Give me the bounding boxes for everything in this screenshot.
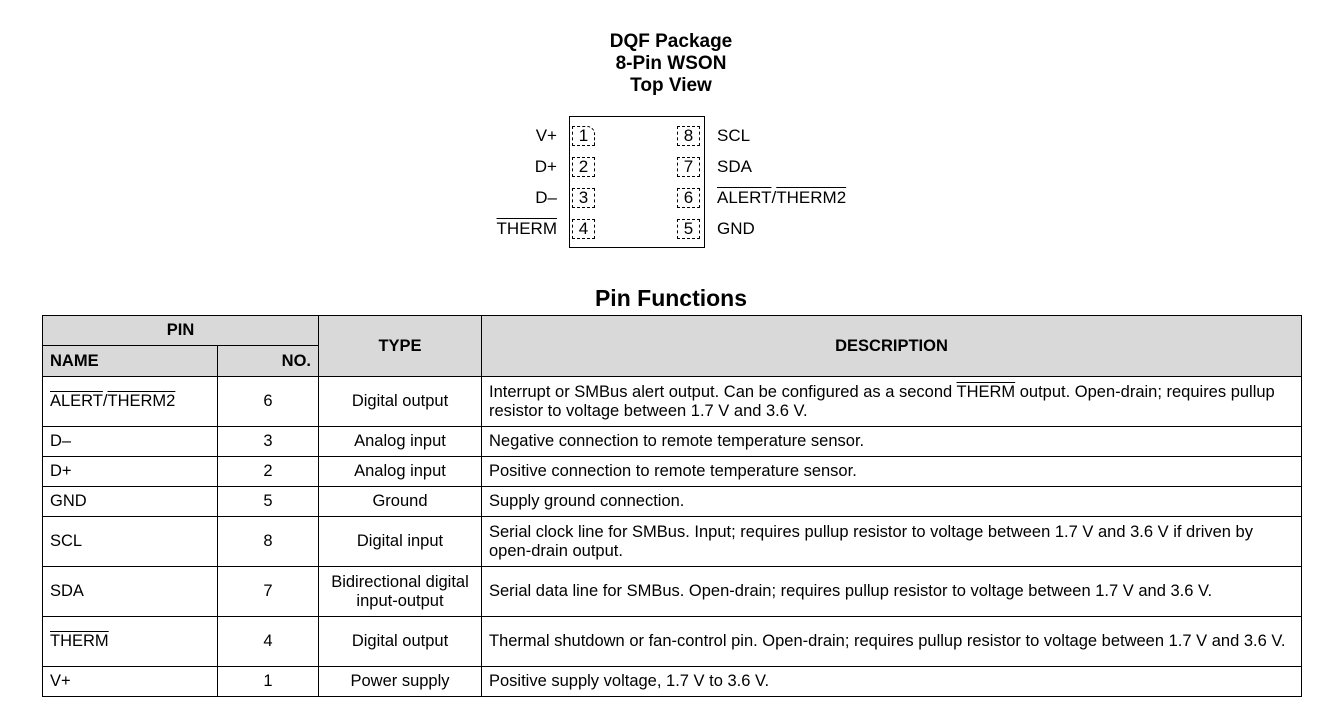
header-name: NAME (43, 346, 218, 377)
cell-no: 5 (218, 487, 319, 517)
pin-5-pad: 5 (677, 219, 700, 239)
header-no: NO. (218, 346, 319, 377)
cell-no: 1 (218, 667, 319, 697)
table-title: Pin Functions (594, 285, 748, 311)
cell-no: 8 (218, 517, 319, 567)
pin-label-alert-therm2: ALERT/THERM2 (717, 188, 847, 207)
cell-name: ALERT/THERM2 (43, 377, 218, 427)
cell-description: Supply ground connection. (482, 487, 1302, 517)
pin-label-d-plus: D+ (534, 157, 557, 176)
cell-type: Analog input (319, 457, 482, 487)
pin-6-pad: 6 (677, 188, 700, 208)
pin-7-pad: 7 (677, 157, 700, 177)
cell-name: D+ (43, 457, 218, 487)
cell-type: Bidirectional digital input-output (319, 567, 482, 617)
cell-description: Interrupt or SMBus alert output. Can be configured as a second THERM output. Open-drain; requires pullup resistor to voltage between 1.7 V and 3.6 V. (482, 377, 1302, 427)
table-row (43, 667, 1302, 697)
cell-type: Digital input (319, 517, 482, 567)
cell-type: Power supply (319, 667, 482, 697)
cell-name: GND (43, 487, 218, 517)
cell-type: Analog input (319, 427, 482, 457)
cell-description: Serial data line for SMBus. Open-drain; requires pullup resistor to voltage between 1.7 V and 3.6 V. (482, 567, 1302, 617)
table-row (43, 487, 1302, 517)
cell-name: V+ (43, 667, 218, 697)
cell-no: 6 (218, 377, 319, 427)
cell-description: Positive connection to remote temperature sensor. (482, 457, 1302, 487)
table-row (43, 427, 1302, 457)
header-description: DESCRIPTION (482, 316, 1302, 377)
cell-description: Thermal shutdown or fan-control pin. Open-drain; requires pullup resistor to voltage between 1.7 V and 3.6 V. (482, 617, 1302, 667)
pin-4-pad: 4 (572, 219, 595, 239)
cell-no: 3 (218, 427, 319, 457)
pin-3-pad: 3 (572, 188, 595, 208)
table-row (43, 457, 1302, 487)
cell-type: Ground (319, 487, 482, 517)
cell-type: Digital output (319, 617, 482, 667)
package-title (0, 31, 1342, 97)
pin-label-therm: THERM (496, 219, 557, 238)
cell-no: 4 (218, 617, 319, 667)
table-row (43, 617, 1302, 667)
package-title-line-1: DQF Package (609, 31, 733, 52)
cell-name: THERM (43, 617, 218, 667)
pin-label-scl: SCL (717, 126, 751, 145)
table-row (43, 567, 1302, 617)
pin-label-d-minus: D– (535, 188, 557, 207)
header-pin-group: PIN (43, 316, 319, 346)
cell-name: SCL (43, 517, 218, 567)
header-type: TYPE (319, 316, 482, 377)
pin-2-pad: 2 (572, 157, 595, 177)
package-title-line-3: Top View (630, 75, 712, 96)
cell-description: Serial clock line for SMBus. Input; requires pullup resistor to voltage between 1.7 V and 3.6 V if driven by open-drain output. (482, 517, 1302, 567)
cell-no: 7 (218, 567, 319, 617)
cell-name: SDA (43, 567, 218, 617)
cell-no: 2 (218, 457, 319, 487)
pin-8-pad: 8 (677, 126, 700, 146)
table-row (43, 517, 1302, 567)
pin-functions-table (42, 315, 1302, 697)
pin-label-gnd: GND (717, 219, 755, 238)
cell-name: D– (43, 427, 218, 457)
cell-type: Digital output (319, 377, 482, 427)
pin-label-sda: SDA (717, 157, 752, 176)
pin-1-pad: 1 (572, 126, 595, 146)
cell-description: Positive supply voltage, 1.7 V to 3.6 V. (482, 667, 1302, 697)
cell-description: Negative connection to remote temperature sensor. (482, 427, 1302, 457)
package-title-line-2: 8-Pin WSON (615, 53, 727, 74)
table-row (43, 377, 1302, 427)
pin-label-v-plus: V+ (535, 126, 557, 145)
